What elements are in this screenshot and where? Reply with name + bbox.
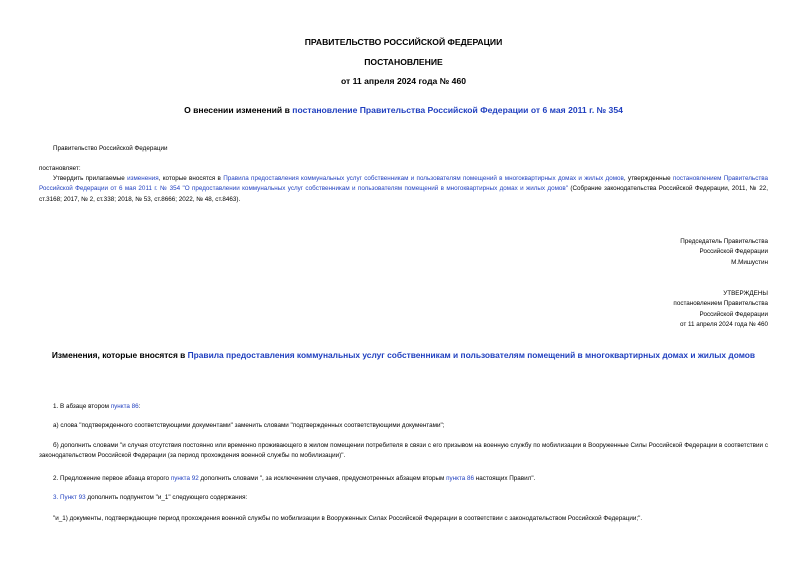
changes-title-prefix: Изменения, которые вносятся в bbox=[51, 350, 188, 360]
paragraph-approve bbox=[39, 174, 768, 205]
item2-mid: дополнить словами ", за исключением случаев, предусмотренных абзацем вторым bbox=[198, 475, 447, 482]
government-heading: ПРАВИТЕЛЬСТВО РОССИЙСКОЙ ФЕДЕРАЦИИ bbox=[304, 37, 503, 47]
signature-line-2: Российской Федерации bbox=[699, 248, 768, 256]
changes-title bbox=[39, 350, 768, 362]
item1-post: : bbox=[138, 403, 141, 410]
p1-pre: Утвердить прилагаемые bbox=[53, 175, 128, 182]
item-1a: а) слова "подтвержденного соответствующими документами" заменить словами "подтвержденных соответствующими документами"; bbox=[53, 422, 445, 429]
item3-post: дополнить подпунктом "и_1" следующего содержания: bbox=[85, 494, 248, 501]
document-title bbox=[0, 105, 807, 115]
item-3 bbox=[53, 493, 247, 503]
item1-pre: 1. В абзаце втором bbox=[53, 403, 111, 410]
item2-point86-link[interactable]: пункта 86 bbox=[446, 475, 475, 482]
approved-line-3: Российской Федерации bbox=[699, 310, 768, 318]
item-1b: б) дополнить словами "и случая отсутствия постоянно или временно проживающего в жилом помещении потребителя в связи с его призывом на военную службу по мобилизации в Вооруженные Силы Российской Федерации в соответствии с законодательством Российской Федерации (за период прохождения военной службы по мобилизации)". bbox=[39, 442, 768, 460]
approved-line-4: от 11 апреля 2024 года № 460 bbox=[679, 321, 768, 329]
approved-line-2: постановлением Правительства bbox=[673, 300, 768, 308]
changes-link[interactable]: изменения bbox=[127, 175, 159, 182]
item2-post: настоящих Правил". bbox=[474, 475, 536, 482]
p1-mid1: , которые вносятся в bbox=[158, 175, 224, 182]
item-2 bbox=[53, 474, 535, 484]
item-1 bbox=[53, 402, 140, 412]
decree-354-full-link[interactable]: постановлением Правительства Российской Федерации от 6 мая 2011 г. № 354 "О предоставлении коммунальных услуг собственникам и пользователям помещений в многоквартирных домах и жилых домов" bbox=[39, 175, 769, 193]
changes-rules-link[interactable]: Правила предоставления коммунальных услуг собственникам и пользователям помещений в многоквартирных домах и жилых домов bbox=[187, 350, 756, 360]
p1-post: (Собрание законодательства Российской Федерации, 2011, № 22, ст.3168; 2017, № 2, ст.338; 2018, № 53, ст.8666; 2022, № 48, ст.8463). bbox=[39, 185, 768, 203]
issuer-text: Правительство Российской Федерации bbox=[53, 145, 168, 152]
signature-line-1: Председатель Правительства bbox=[680, 238, 768, 245]
signature-line-3: М.Мишустин bbox=[731, 258, 768, 266]
item3-point93-link[interactable]: Пункт 93 bbox=[60, 494, 86, 501]
document-type: ПОСТАНОВЛЕНИЕ bbox=[364, 57, 443, 67]
document-date-number: от 11 апреля 2024 года № 460 bbox=[341, 76, 466, 86]
item1-point86-link[interactable]: пункта 86 bbox=[110, 403, 139, 410]
item3-number-link[interactable]: 3. bbox=[53, 494, 61, 501]
approved-block bbox=[673, 289, 768, 331]
item2-pre: 2. Предложение первое абзаца второго bbox=[53, 475, 171, 482]
decree-354-link[interactable]: постановление Правительства Российской Федерации от 6 мая 2011 г. № 354 bbox=[292, 105, 623, 115]
document-title-prefix: О внесении изменений в bbox=[184, 105, 293, 115]
rules-link[interactable]: Правила предоставления коммунальных услуг собственникам и пользователям помещений в многоквартирных домах и жилых домов bbox=[223, 175, 624, 182]
item-3-quote: "и_1) документы, подтверждающие период прохождения военной службы по мобилизации в Вооруженных Силах Российской Федерации в соответствии с законодательством Российской Федерации;". bbox=[53, 515, 643, 522]
signature-block bbox=[680, 237, 768, 268]
item2-point92-link[interactable]: пункта 92 bbox=[170, 475, 199, 482]
decrees-text: постановляет: bbox=[39, 165, 81, 172]
p1-mid2: , утвержденные bbox=[623, 175, 673, 182]
approved-line-1: УТВЕРЖДЕНЫ bbox=[723, 290, 768, 297]
